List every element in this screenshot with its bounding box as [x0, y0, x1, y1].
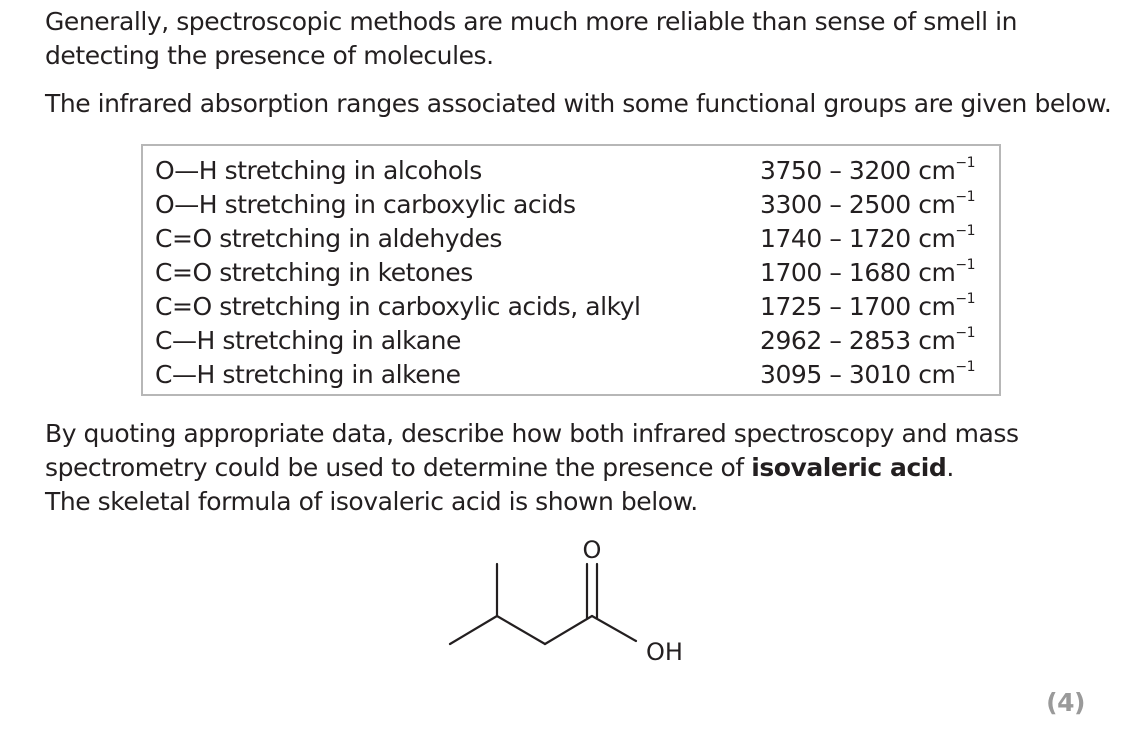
- question-text: By quoting appropriate data, describe how both infrared spectroscopy and mass spectrometry could be used to determine the presence of: [45, 419, 1019, 482]
- table-row: [155, 290, 976, 324]
- absorption-range: [760, 290, 975, 324]
- range-unit: cm: [918, 360, 956, 389]
- isovaleric-acid-skeletal-formula: [440, 530, 700, 680]
- range-value: 3300 – 2500: [760, 190, 911, 219]
- range-value: 3750 – 3200: [760, 156, 911, 185]
- marks-indicator: (4): [1046, 688, 1085, 717]
- intro-paragraph: Generally, spectroscopic methods are much more reliable than sense of smell in detecting the presence of molecules.: [45, 7, 1018, 70]
- unit-exponent: −1: [955, 256, 976, 273]
- absorption-range: [760, 222, 975, 256]
- bond: [450, 616, 497, 644]
- functional-group-label: O—H stretching in alcohols: [155, 156, 482, 185]
- unit-exponent: −1: [955, 358, 976, 375]
- functional-group-label: C—H stretching in alkene: [155, 360, 461, 389]
- compound-name: isovaleric acid: [751, 453, 947, 482]
- range-unit: cm: [918, 190, 956, 219]
- question-paragraph: [45, 417, 1045, 519]
- unit-exponent: −1: [955, 290, 976, 307]
- functional-group-label: C=O stretching in carboxylic acids, alkyl: [155, 292, 641, 321]
- range-unit: cm: [918, 258, 956, 287]
- functional-group-label: C=O stretching in aldehydes: [155, 224, 502, 253]
- ir-absorption-table: [141, 144, 1001, 396]
- range-value: 1740 – 1720: [760, 224, 911, 253]
- oxygen-atom-label: O: [582, 536, 602, 564]
- range-unit: cm: [918, 224, 956, 253]
- bond: [545, 616, 592, 644]
- absorption-range: [760, 188, 975, 222]
- bond: [592, 616, 636, 641]
- skeletal-formula-caption: The skeletal formula of isovaleric acid is shown below.: [45, 487, 698, 516]
- range-value: 1725 – 1700: [760, 292, 911, 321]
- functional-group-label: C—H stretching in alkane: [155, 326, 461, 355]
- unit-exponent: −1: [955, 154, 976, 171]
- unit-exponent: −1: [955, 324, 976, 341]
- unit-exponent: −1: [955, 222, 976, 239]
- table-row: [155, 256, 976, 290]
- table-row: [155, 324, 976, 358]
- question-punctuation: .: [946, 453, 954, 482]
- range-value: 3095 – 3010: [760, 360, 911, 389]
- functional-group-label: C=O stretching in ketones: [155, 258, 473, 287]
- absorption-range: [760, 154, 975, 188]
- table-row: [155, 188, 976, 222]
- absorption-range: [760, 358, 975, 392]
- absorption-range: [760, 256, 975, 290]
- functional-group-label: O—H stretching in carboxylic acids: [155, 190, 576, 219]
- range-unit: cm: [918, 156, 956, 185]
- table-intro-paragraph: The infrared absorption ranges associated with some functional groups are given below.: [45, 89, 1112, 118]
- range-unit: cm: [918, 292, 956, 321]
- absorption-range: [760, 324, 975, 358]
- range-unit: cm: [918, 326, 956, 355]
- table-row: [155, 358, 976, 392]
- unit-exponent: −1: [955, 188, 976, 205]
- range-value: 2962 – 2853: [760, 326, 911, 355]
- table-row: [155, 222, 976, 256]
- bond: [497, 616, 545, 644]
- table-row: [155, 154, 976, 188]
- hydroxyl-group-label: OH: [646, 638, 683, 666]
- range-value: 1700 – 1680: [760, 258, 911, 287]
